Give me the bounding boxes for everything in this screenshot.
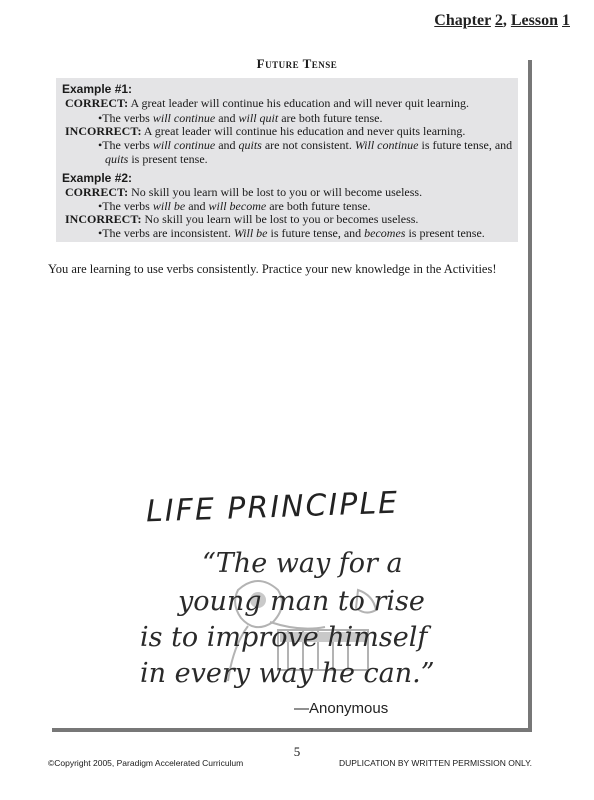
quote-line: young man to rise <box>178 586 425 617</box>
example-1-incorrect-note: •The verbs will continue and quits are not consistent. Will continue is future tense, and <box>98 138 513 152</box>
example-1-heading: Example #1: <box>62 82 133 96</box>
quote-author: —Anonymous <box>294 700 389 717</box>
copyright-notice: ©Copyright 2005, Paradigm Accelerated Curriculum <box>48 758 244 768</box>
example-1-incorrect: INCORRECT: A great leader will continue his education and never quits learning. <box>65 124 466 138</box>
example-1-correct: CORRECT: A great leader will continue his education and will never quit learning. <box>65 96 470 110</box>
example-2-heading: Example #2: <box>62 171 133 185</box>
quote-line: is to improve himself <box>140 622 428 653</box>
life-principle-block <box>138 485 468 730</box>
example-2-incorrect-note: •The verbs are inconsistent. Will be is future tense, and becomes is present tense. <box>98 226 485 240</box>
examples-box <box>56 78 518 242</box>
example-1-incorrect-note-cont: quits is present tense. <box>105 152 208 166</box>
life-principle-title: LIFE PRINCIPLE <box>145 485 400 530</box>
example-2-correct: CORRECT: No skill you learn will be lost to you or will become useless. <box>65 185 423 199</box>
example-2-correct-note: •The verbs will be and will become are both future tense. <box>98 199 371 213</box>
example-2-incorrect: INCORRECT: No skill you learn will be lost to you or becomes useless. <box>65 212 419 226</box>
page-frame-right-border <box>528 60 532 730</box>
example-1-correct-note: •The verbs will continue and will quit are both future tense. <box>98 111 383 125</box>
section-title: Future Tense <box>256 56 338 71</box>
practice-instruction: You are learning to use verbs consistently. Practice your new knowledge in the Activities! <box>48 262 497 276</box>
page-number: 5 <box>293 744 301 759</box>
chapter-lesson-heading: Chapter 2, Lesson 1 <box>434 12 570 29</box>
duplication-notice: DUPLICATION BY WRITTEN PERMISSION ONLY. <box>338 758 532 768</box>
quote-line: in every way he can.” <box>140 658 435 689</box>
quote-line: “The way for a <box>202 548 403 579</box>
